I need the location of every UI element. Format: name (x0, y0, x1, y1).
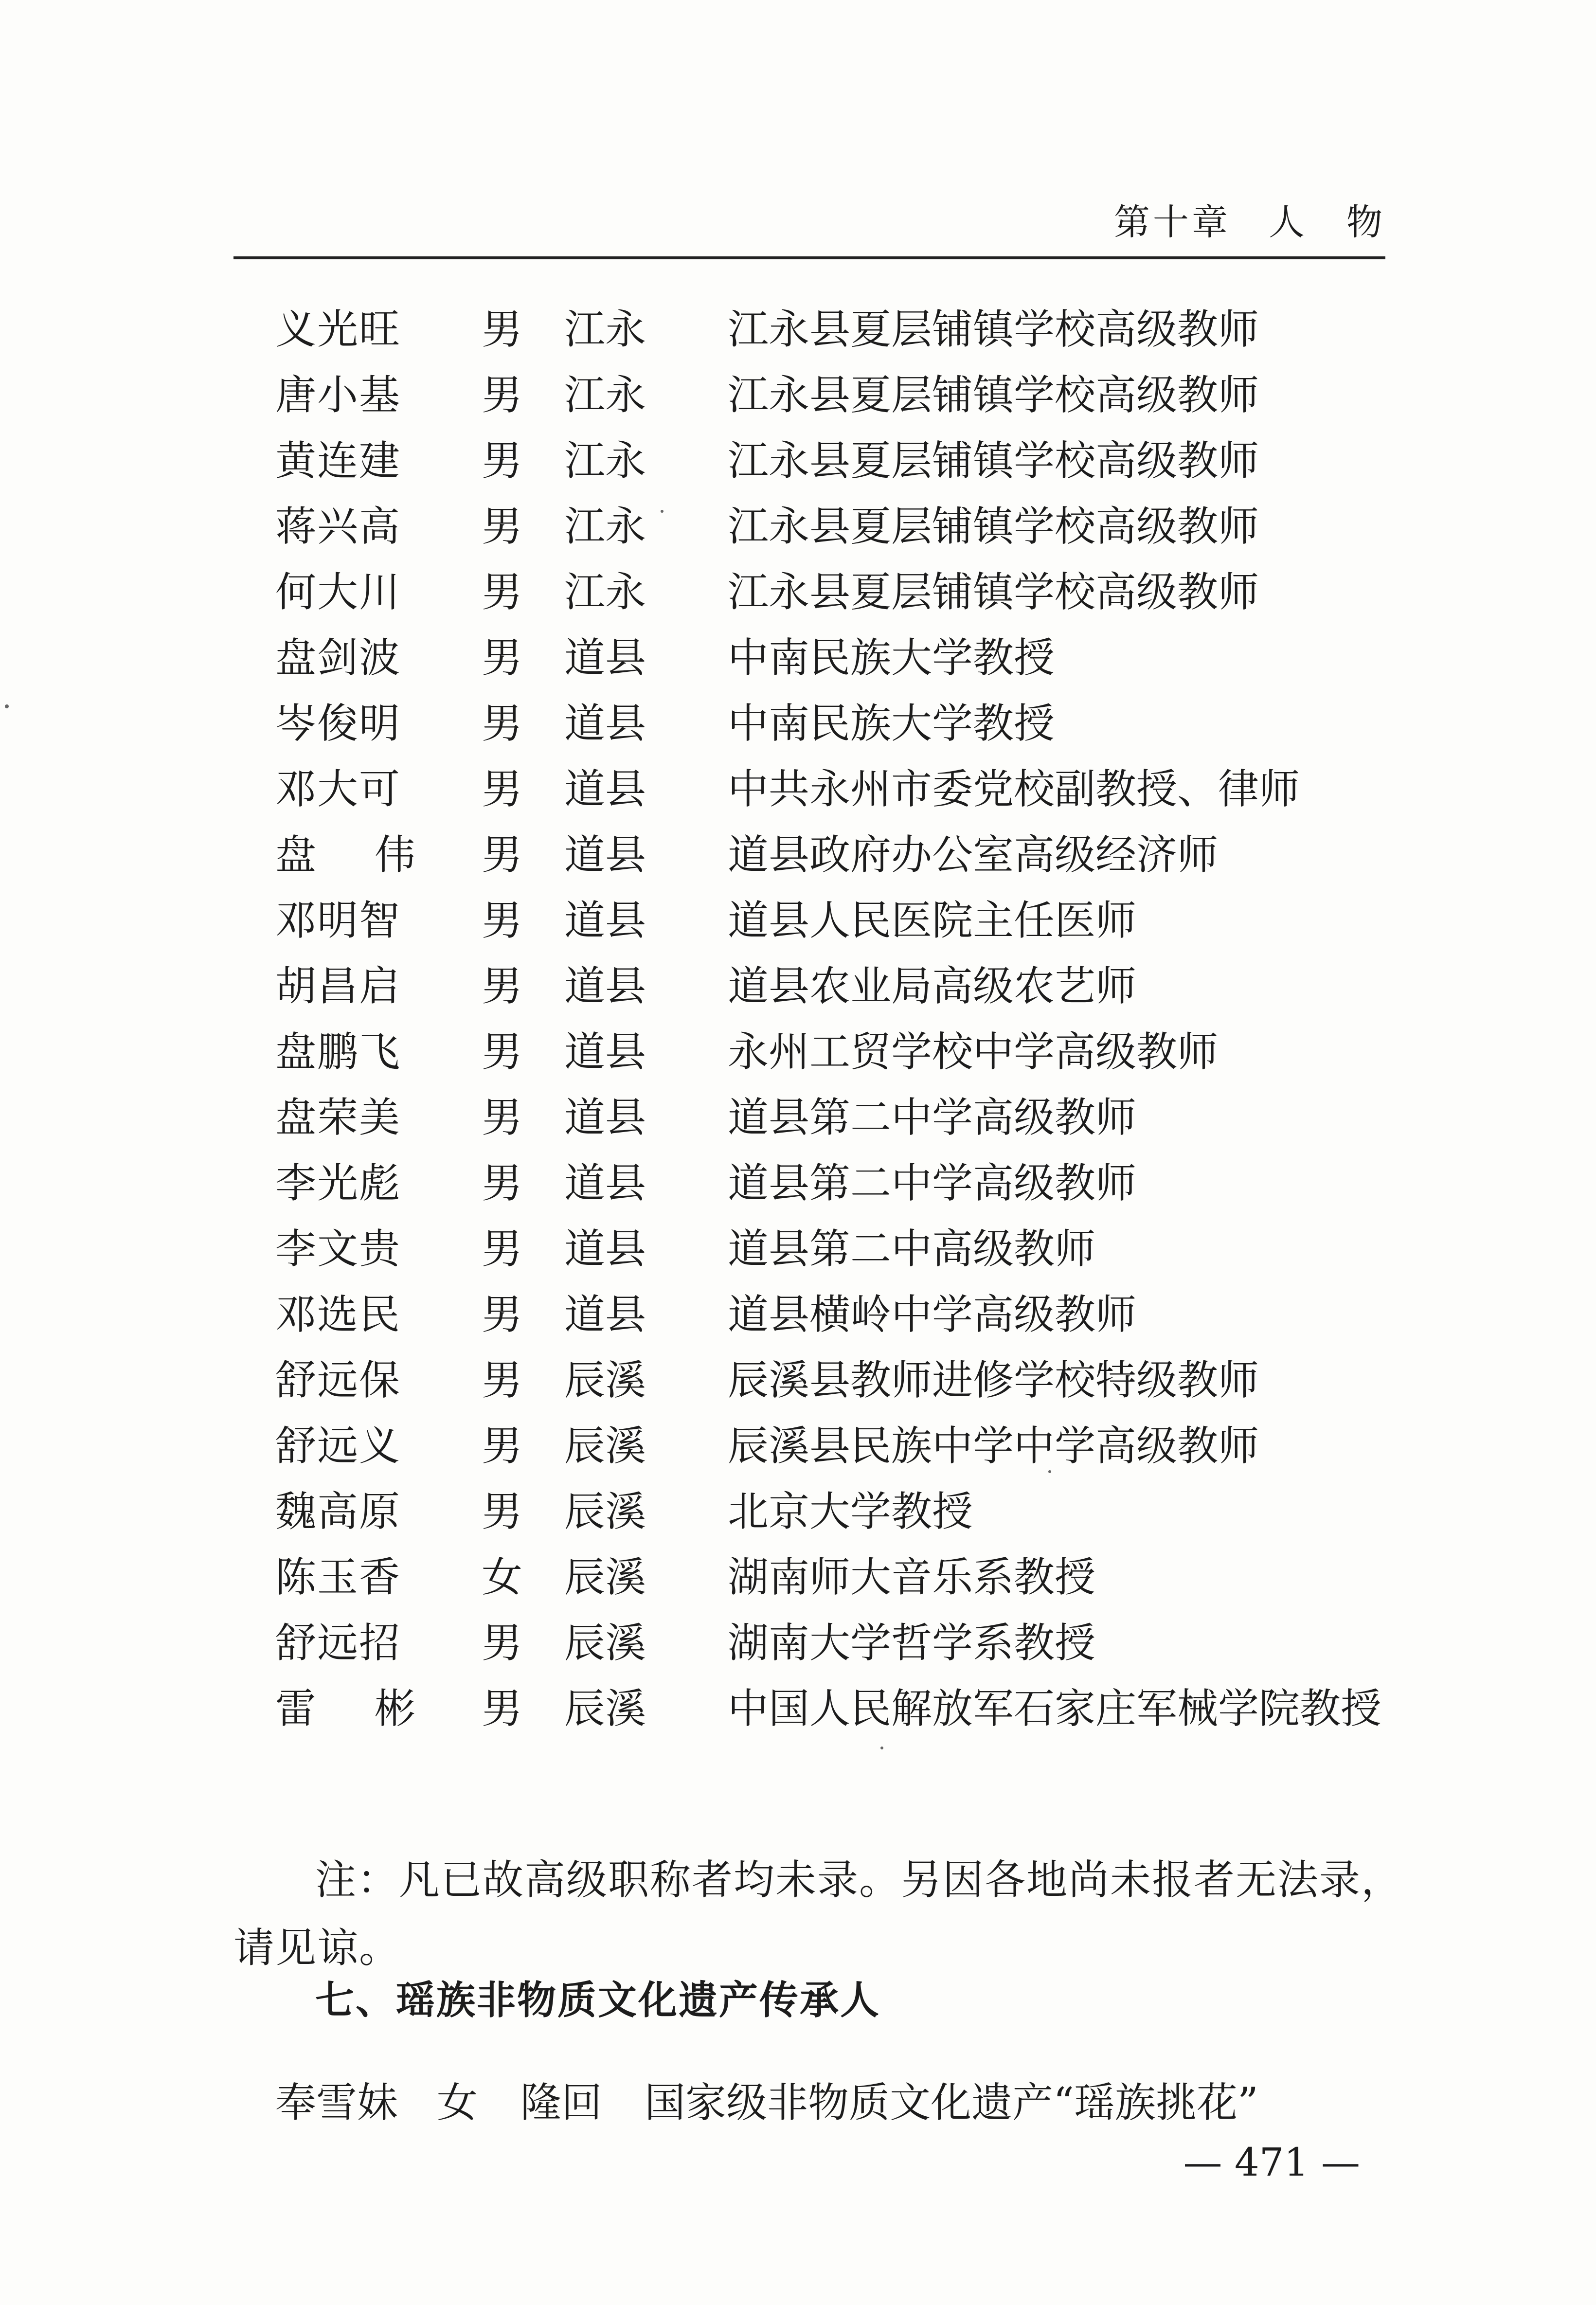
person-county: 江永 (564, 371, 646, 419)
person-sex: 男 (482, 1488, 523, 1535)
person-name: 舒远义 (275, 1422, 401, 1470)
person-title: 中南民族大学教授 (728, 700, 1055, 747)
chapter-number: 第十章 (1114, 201, 1231, 243)
person-sex: 男 (482, 831, 523, 879)
person-sex: 男 (482, 1225, 523, 1273)
person-name: 盘伟 (275, 831, 474, 879)
person-title: 道县政府办公室高级经济师 (728, 831, 1219, 879)
person-county: 道县 (564, 1028, 646, 1076)
person-title: 道县第二中高级教师 (728, 1225, 1096, 1273)
person-title: 辰溪县民族中学中学高级教师 (728, 1422, 1259, 1470)
person-county: 辰溪 (564, 1356, 646, 1404)
person-name: 魏高原 (275, 1488, 401, 1535)
roster-row (0, 428, 1596, 494)
roster-row (0, 1216, 1596, 1282)
person-title: 道县人民医院主任医师 (728, 897, 1137, 944)
roster-row (0, 1610, 1596, 1676)
person-county: 道县 (564, 897, 646, 944)
person-county: 道县 (564, 1291, 646, 1338)
person-name: 蒋兴高 (275, 503, 401, 550)
person-title: 江永县夏层铺镇学校高级教师 (728, 371, 1259, 419)
person-title: 江永县夏层铺镇学校高级教师 (728, 568, 1259, 616)
person-name: 唐小基 (275, 371, 401, 419)
header-rule (233, 256, 1385, 259)
person-sex: 男 (482, 897, 523, 944)
person-county: 道县 (564, 831, 646, 879)
person-title: 道县农业局高级农艺师 (728, 962, 1137, 1010)
person-sex: 男 (482, 700, 523, 747)
person-name: 盘鹏飞 (275, 1028, 401, 1076)
person-name: 舒远保 (275, 1356, 401, 1404)
roster-row (0, 822, 1596, 888)
person-name: 胡昌启 (275, 962, 401, 1010)
person-title: 道县横岭中学高级教师 (728, 1291, 1137, 1338)
heir-sex: 女 (437, 2079, 478, 2126)
running-header (1114, 194, 1385, 245)
roster-row (0, 1413, 1596, 1479)
roster-row (0, 1348, 1596, 1413)
roster-row (0, 756, 1596, 822)
heir-county: 隆回 (520, 2079, 603, 2126)
person-title: 辰溪县教师进修学校特级教师 (728, 1356, 1259, 1404)
person-name: 李文贵 (275, 1225, 401, 1273)
person-sex: 女 (482, 1553, 523, 1601)
person-county: 辰溪 (564, 1685, 646, 1732)
roster-list (0, 297, 1596, 1742)
heir-name: 奉雪妹 (275, 2079, 398, 2126)
person-county: 江永 (564, 568, 646, 616)
scan-speck (661, 510, 664, 513)
person-title: 北京大学教授 (728, 1488, 973, 1535)
roster-row (0, 1676, 1596, 1742)
scan-speck (880, 1747, 883, 1749)
person-county: 道县 (564, 1094, 646, 1141)
person-title: 中国人民解放军石家庄军械学院教授 (728, 1685, 1382, 1732)
person-name: 邓大可 (275, 765, 401, 813)
person-title: 中共永州市委党校副教授、律师 (728, 765, 1300, 813)
person-sex: 男 (482, 1094, 523, 1141)
heir-description: 国家级非物质文化遗产“瑶族挑花” (645, 2079, 1258, 2126)
scan-speck (5, 704, 9, 708)
person-title: 江永县夏层铺镇学校高级教师 (728, 503, 1259, 550)
person-sex: 男 (482, 503, 523, 550)
person-name: 李光彪 (275, 1159, 401, 1207)
person-name: 义光旺 (275, 306, 401, 353)
roster-row (0, 1282, 1596, 1348)
person-county: 江永 (564, 437, 646, 485)
roster-row (0, 1479, 1596, 1545)
chapter-title: 人 物 (1269, 201, 1385, 243)
person-county: 辰溪 (564, 1619, 646, 1667)
scan-speck (1048, 1470, 1051, 1473)
person-sex: 男 (482, 1422, 523, 1470)
person-county: 道县 (564, 1225, 646, 1273)
person-title: 湖南师大音乐系教授 (728, 1553, 1096, 1601)
person-sex: 男 (482, 437, 523, 485)
person-name: 何大川 (275, 568, 401, 616)
roster-row (0, 559, 1596, 625)
roster-row (0, 362, 1596, 428)
person-sex: 男 (482, 634, 523, 682)
person-name: 盘剑波 (275, 634, 401, 682)
person-sex: 男 (482, 371, 523, 419)
person-county: 道县 (564, 700, 646, 747)
page-number: — 471 — (1183, 2140, 1360, 2185)
roster-row (0, 297, 1596, 362)
person-name: 盘荣美 (275, 1094, 401, 1141)
roster-row (0, 888, 1596, 954)
person-name: 邓明智 (275, 897, 401, 944)
footnote: 注：凡已故高级职称者均未录。另因各地尚未报者无法录，请见谅。 (233, 1856, 1403, 1972)
person-county: 辰溪 (564, 1488, 646, 1535)
roster-row (0, 494, 1596, 559)
roster-row (0, 691, 1596, 756)
section-heading: 七、瑶族非物质文化遗产传承人 (315, 1978, 880, 2023)
person-name: 陈玉香 (275, 1553, 401, 1601)
person-name: 黄连建 (275, 437, 401, 485)
person-county: 道县 (564, 1159, 646, 1207)
person-title: 永州工贸学校中学高级教师 (728, 1028, 1219, 1076)
person-county: 道县 (564, 634, 646, 682)
person-sex: 男 (482, 568, 523, 616)
person-title: 道县第二中学高级教师 (728, 1159, 1137, 1207)
person-county: 江永 (564, 306, 646, 353)
person-sex: 男 (482, 1356, 523, 1404)
person-name: 雷彬 (275, 1685, 474, 1732)
person-sex: 男 (482, 306, 523, 353)
heir-row (0, 2070, 1596, 2136)
person-sex: 男 (482, 1685, 523, 1732)
person-title: 中南民族大学教授 (728, 634, 1055, 682)
roster-row (0, 1545, 1596, 1610)
person-sex: 男 (482, 765, 523, 813)
person-name: 岑俊明 (275, 700, 401, 747)
person-county: 道县 (564, 765, 646, 813)
person-sex: 男 (482, 1291, 523, 1338)
roster-row (0, 1019, 1596, 1085)
person-title: 湖南大学哲学系教授 (728, 1619, 1096, 1667)
person-county: 江永 (564, 503, 646, 550)
roster-row (0, 1085, 1596, 1151)
person-title: 江永县夏层铺镇学校高级教师 (728, 306, 1259, 353)
person-sex: 男 (482, 962, 523, 1010)
person-name: 舒远招 (275, 1619, 401, 1667)
person-county: 道县 (564, 962, 646, 1010)
person-name: 邓选民 (275, 1291, 401, 1338)
person-sex: 男 (482, 1028, 523, 1076)
person-title: 江永县夏层铺镇学校高级教师 (728, 437, 1259, 485)
person-sex: 男 (482, 1159, 523, 1207)
person-county: 辰溪 (564, 1422, 646, 1470)
roster-row (0, 1151, 1596, 1216)
person-county: 辰溪 (564, 1553, 646, 1601)
roster-row (0, 954, 1596, 1019)
person-title: 道县第二中学高级教师 (728, 1094, 1137, 1141)
roster-row (0, 625, 1596, 691)
person-sex: 男 (482, 1619, 523, 1667)
